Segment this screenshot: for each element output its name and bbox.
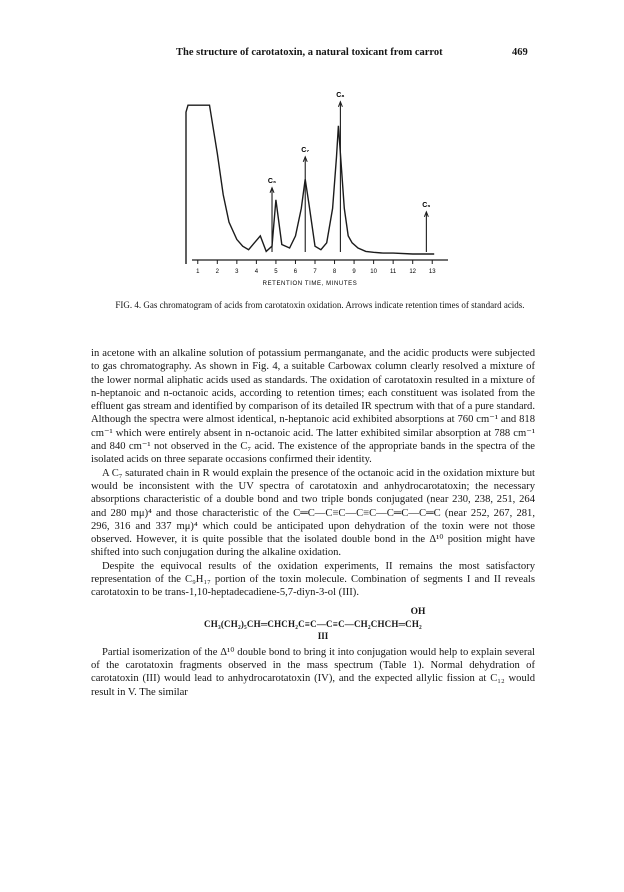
x-tick-label: 13: [428, 269, 436, 275]
x-tick-label: 3: [235, 269, 239, 275]
paragraph-2: A C₇ saturated chain in R would explain the presence of the octanoic acid in the oxidation mixture but would be inconsistent with the UV spectra of carotatoxin and anhydrocarotatoxin; the necessary absorptions characteristic of a double bond and two triple bonds conjugated (near 230, 238, 251, 264 and 280 mμ)⁴ and those characteristic of the C═C—C≡C—C≡C—C═C—C═C (near 252, 267, 281, 296, 316 and 337 mμ)⁴ which could be anticipated upon dehydration of the toxin were not those observed. However, it is quite possible that the isolated double bond in the Δ¹⁰ position might have shifted into such conjugation during the alkaline oxidation.: [91, 467, 535, 559]
standard-marker-label: C₆: [267, 177, 277, 185]
x-tick-labels: [196, 269, 436, 275]
running-title: The structure of carotatoxin, a natural toxicant from carrot: [176, 47, 443, 58]
x-tick-label: 11: [390, 269, 397, 275]
chromatogram-trace: [186, 105, 434, 264]
figure-caption: FIG. 4. Gas chromatogram of acids from carotatoxin oxidation. Arrows indicate retention times of standard acids.: [115, 300, 525, 310]
x-tick-label: 7: [313, 269, 317, 275]
x-tick-label: 12: [409, 269, 417, 275]
paragraph-3: Despite the equivocal results of the oxidation experiments, II remains the most satisfactory representation of the C₉H₁₇ portion of the toxin molecule. Combination of segments I and II reveals carotatoxin to be trans-1,10-heptadecadiene-5,7-diyn-3-ol (III).: [91, 560, 535, 599]
paragraph-4: Partial isomerization of the Δ¹⁰ double bond to bring it into conjugation would help to explain several of the carotatoxin fragments observed in the mass spectrum (Table 1). Normal dehydration of carotatoxin (III) would lead to anhydrocarotatoxin (IV), and the expected allylic fission at C₁₂ would result in V. The similar: [91, 646, 535, 698]
x-tick-label: 4: [254, 269, 259, 275]
standard-marker-label: C₉: [422, 201, 431, 209]
standard-marker-label: C₈: [336, 91, 345, 99]
gas-chromatogram: [180, 80, 460, 290]
standard-marker-label: C₇: [301, 146, 310, 154]
page-number: 469: [512, 47, 528, 58]
x-axis: [192, 260, 448, 264]
formula-label: III: [317, 630, 329, 641]
x-tick-label: 6: [293, 269, 298, 275]
x-tick-label: 8: [332, 269, 337, 275]
x-tick-label: 5: [274, 269, 278, 275]
paragraph-1: in acetone with an alkaline solution of potassium permanganate, and the acidic products were subjected to gas chromatography. As shown in Fig. 4, a suitable Carbowax column clearly resolved a mixture of the lower normal aliphatic acids used as standards. The oxidation of carotatoxin resulted in a mixture of n-heptanoic and n-octanoic acids, according to retention times; each constituent was isolated from the effluent gas stream and identified by comparison of its detailed IR spectrum with that of a pure standard. Although the spectra were almost identical, n-heptanoic acid exhibited absorptions at 760 cm⁻¹ and 818 cm⁻¹ which were entirely absent in n-octanoic acid. The latter exhibited similar absorption at 788 cm⁻¹ and 840 cm⁻¹ not observed in the C₇ acid. The existence of the appropriate bands in the spectra of the isolated acids on three separate occasions confirmed their identity.: [91, 348, 535, 466]
x-axis-label: RETENTION TIME, MINUTES: [262, 281, 358, 287]
x-tick-label: 10: [370, 269, 377, 275]
x-tick-label: 1: [196, 269, 200, 275]
x-tick-label: 2: [215, 269, 219, 275]
running-header: [0, 47, 624, 67]
structural-formula-III: [91, 606, 535, 642]
formula-chain: CH₃(CH₂)₅CH═CHCH₂C≡C—C≡C—CH₂CHCH═CH₂: [204, 618, 422, 629]
formula-oh: OH: [410, 606, 426, 617]
x-tick-label: 9: [352, 269, 356, 275]
body-text: [91, 347, 535, 699]
standard-acid-arrows: [268, 92, 431, 252]
